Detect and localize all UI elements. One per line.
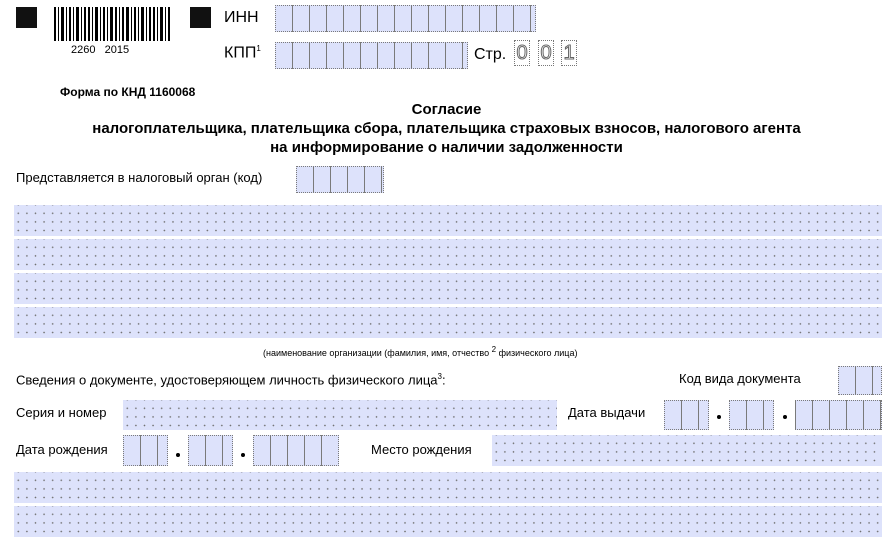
issue-date-day[interactable] (664, 400, 709, 430)
birth-date-day[interactable] (123, 435, 168, 466)
form-title-line2: налогоплательщика, плательщика сбора, плательщика страховых взносов, налогового агента (92, 120, 801, 137)
org-name-caption: (наименование организации (фамилия, имя, отчество $^2$ физического лица) (263, 345, 578, 358)
birth-place-field-2[interactable] (14, 472, 882, 503)
page-digit-2: 0 (538, 40, 554, 66)
form-code: Форма по КНД 1160068 (60, 85, 196, 99)
birth-date-year[interactable] (253, 435, 339, 466)
form-title-line1: Согласие (411, 101, 482, 118)
inn-label: ИНН (224, 9, 259, 26)
birth-date-label: Дата рождения (16, 442, 108, 457)
issue-date-label: Дата выдачи (568, 405, 646, 420)
barcode-number: 2260 2015 (71, 44, 130, 56)
corner-marker-right (190, 7, 211, 28)
corner-marker-left (16, 7, 37, 28)
inn-field[interactable] (275, 5, 536, 32)
kpp-label: КПП$^1$ (224, 44, 261, 62)
form-title-line3: на информирование о наличии задолженности (270, 139, 623, 156)
issue-date-separator-1 (717, 415, 721, 419)
birth-place-label: Место рождения (371, 442, 472, 457)
tax-authority-code-field[interactable] (296, 166, 384, 193)
kpp-field[interactable] (275, 42, 468, 69)
birth-place-field-1[interactable] (492, 435, 882, 466)
birth-place-field-3[interactable] (14, 506, 882, 537)
series-number-field[interactable] (123, 400, 557, 430)
org-name-row-4[interactable] (14, 307, 882, 338)
org-name-row-2[interactable] (14, 239, 882, 270)
page-digit-1: 0 (514, 40, 530, 66)
doc-type-field[interactable] (838, 366, 882, 395)
identity-doc-label: Сведения о документе, удостоверяющем личность физического лица$^3$: (16, 372, 446, 388)
tax-authority-label: Представляется в налоговый орган (код) (16, 170, 263, 185)
org-name-row-1[interactable] (14, 205, 882, 236)
doc-type-label: Код вида документа (679, 371, 801, 386)
birth-date-separator-1 (176, 453, 180, 457)
birth-date-month[interactable] (188, 435, 233, 466)
org-name-row-3[interactable] (14, 273, 882, 304)
series-number-label: Серия и номер (16, 405, 107, 420)
birth-date-separator-2 (241, 453, 245, 457)
page-label: Стр. (474, 46, 507, 63)
issue-date-separator-2 (783, 415, 787, 419)
page-digit-3: 1 (561, 40, 577, 66)
issue-date-month[interactable] (729, 400, 774, 430)
issue-date-year[interactable] (795, 400, 882, 430)
